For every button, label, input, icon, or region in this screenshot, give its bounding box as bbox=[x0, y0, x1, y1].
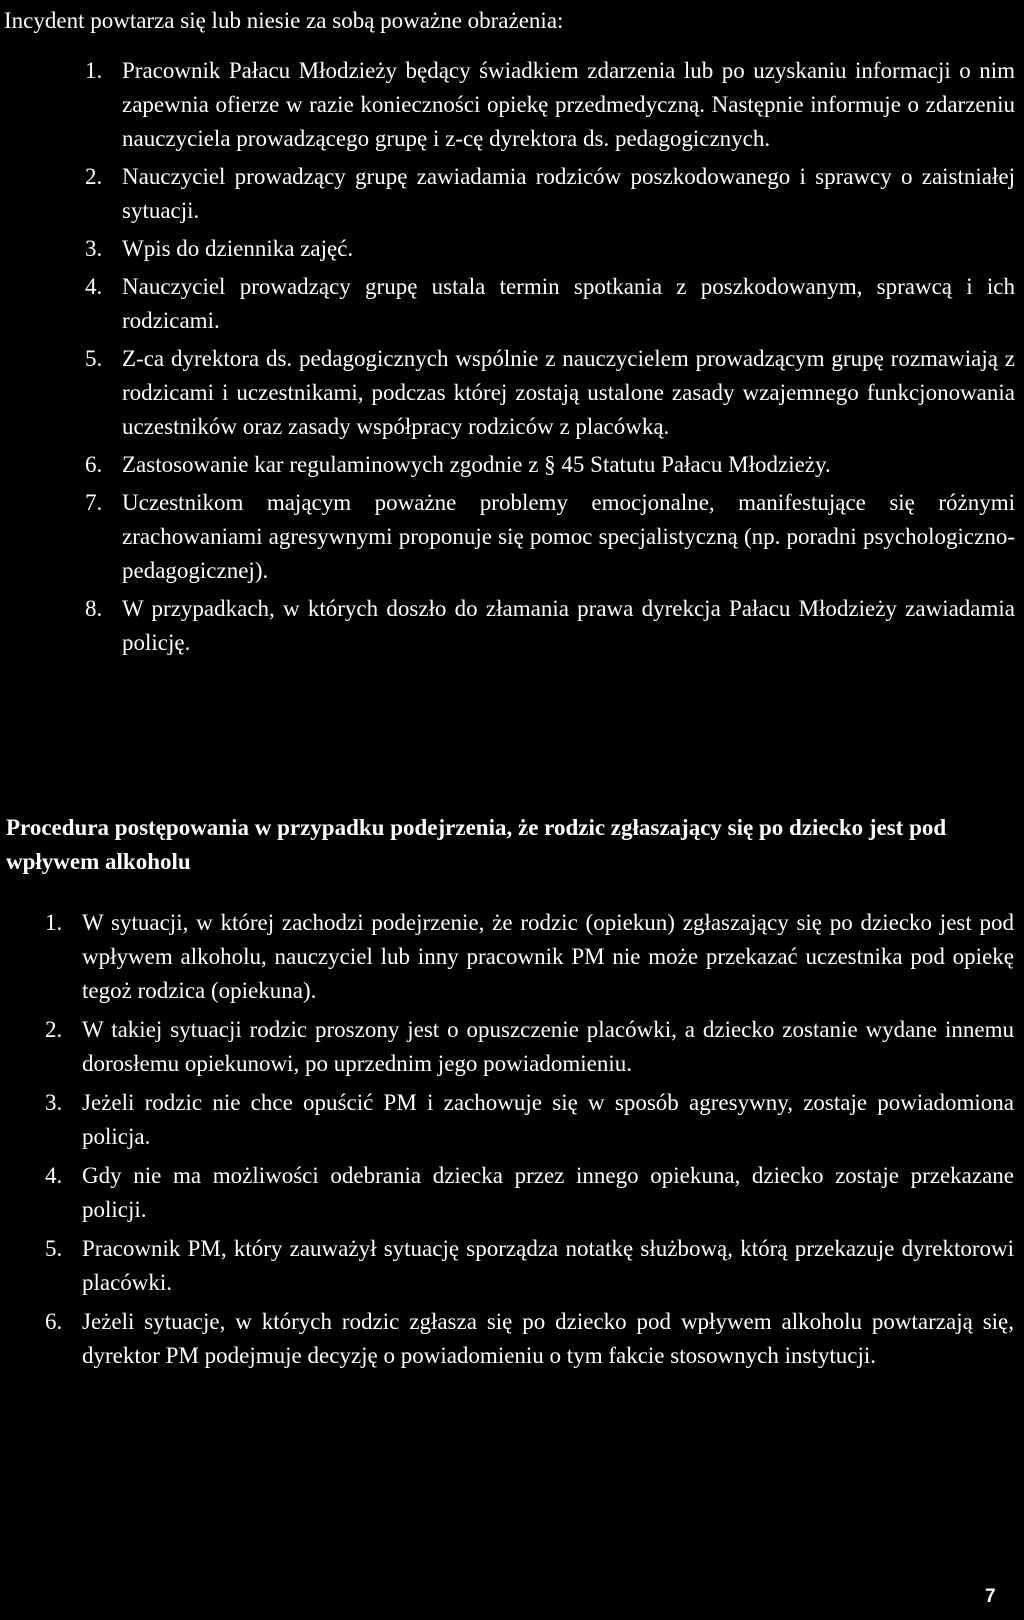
intro-text: Incydent powtarza się lub niesie za sobą poważne obrażenia: bbox=[4, 8, 564, 33]
list-item-text: Gdy nie ma możliwości odebrania dziecka przez innego opiekuna, dziecko zostaje przekazane policji. bbox=[82, 1163, 1014, 1222]
list-item-number: 8. bbox=[85, 596, 103, 621]
list-item-number: 3. bbox=[45, 1090, 63, 1115]
list-item bbox=[45, 1086, 1014, 1154]
list-item bbox=[85, 448, 1015, 482]
list-item-number: 7. bbox=[85, 490, 103, 515]
incident-procedure-list bbox=[85, 54, 1015, 664]
list-item-number: 5. bbox=[45, 1236, 63, 1261]
list-item-text: Zastosowanie kar regulaminowych zgodnie z § 45 Statutu Pałacu Młodzieży. bbox=[122, 452, 831, 477]
list-item-text: Uczestnikom mającym poważne problemy emocjonalne, manifestujące się różnymi zrachowaniami agresywnymi proponuje się pomoc specjalistyczną (np. poradni psychologiczno-pedagogicznej). bbox=[122, 490, 1015, 583]
list-item-number: 4. bbox=[45, 1163, 63, 1188]
list-item-number: 1. bbox=[85, 58, 103, 83]
list-item-number: 5. bbox=[85, 346, 103, 371]
list-item bbox=[85, 54, 1015, 156]
list-item-text: Pracownik Pałacu Młodzieży będący świadkiem zdarzenia lub po uzyskaniu informacji o nim zapewnia ofierze w razie konieczności opiekę przedmedyczną. Następnie informuje o zdarzeniu nauczyciela prowadzącego grupę i z-cę dyrektora ds. pedagogicznych. bbox=[122, 58, 1015, 151]
list-item-text: Jeżeli sytuacje, w których rodzic zgłasza się po dziecko pod wpływem alkoholu powtarzają się, dyrektor PM podejmuje decyzję o powiadomieniu o tym fakcie stosownych instytucji. bbox=[82, 1309, 1014, 1368]
list-item-text: Wpis do dziennika zajęć. bbox=[122, 236, 354, 261]
list-item bbox=[45, 1232, 1014, 1300]
list-item bbox=[85, 232, 1015, 266]
list-item bbox=[45, 1013, 1014, 1081]
list-item bbox=[85, 342, 1015, 444]
list-item-number: 6. bbox=[85, 452, 103, 477]
list-item-number: 2. bbox=[85, 164, 103, 189]
list-item-text: Z-ca dyrektora ds. pedagogicznych wspólnie z nauczycielem prowadzącym grupę rozmawiają z rodzicami i uczestnikami, podczas której zostają ustalone zasady wzajemnego funkcjonowania uczestników oraz zasady współpracy rodziców z placówką. bbox=[122, 346, 1015, 439]
list-item bbox=[85, 486, 1015, 588]
list-item bbox=[45, 906, 1014, 1008]
list-item-number: 1. bbox=[45, 910, 63, 935]
list-item-text: Jeżeli rodzic nie chce opuścić PM i zachowuje się w sposób agresywny, zostaje powiadomiona policja. bbox=[82, 1090, 1014, 1149]
list-item-number: 4. bbox=[85, 274, 103, 299]
list-item-text: Pracownik PM, który zauważył sytuację sporządza notatkę służbową, którą przekazuje dyrektorowi placówki. bbox=[82, 1236, 1014, 1295]
list-item-text: Nauczyciel prowadzący grupę ustala termin spotkania z poszkodowanym, sprawcą i ich rodzicami. bbox=[122, 274, 1015, 333]
list-item-number: 6. bbox=[45, 1309, 63, 1334]
list-item bbox=[85, 160, 1015, 228]
list-item bbox=[45, 1159, 1014, 1227]
section-title: Procedura postępowania w przypadku podejrzenia, że rodzic zgłaszający się po dziecko jest pod wpływem alkoholu bbox=[6, 815, 947, 874]
list-item-number: 3. bbox=[85, 236, 103, 261]
alcohol-procedure-list bbox=[45, 906, 1014, 1378]
list-item bbox=[85, 592, 1015, 660]
list-item-text: W takiej sytuacji rodzic proszony jest o opuszczenie placówki, a dziecko zostanie wydane innemu dorosłemu opiekunowi, po uprzednim jego powiadomieniu. bbox=[82, 1017, 1014, 1076]
list-item bbox=[45, 1305, 1014, 1373]
page-number: 7 bbox=[985, 1586, 996, 1607]
list-item-text: W przypadkach, w których doszło do złamania prawa dyrekcja Pałacu Młodzieży zawiadamia policję. bbox=[122, 596, 1015, 655]
list-item-number: 2. bbox=[45, 1017, 63, 1042]
list-item-text: W sytuacji, w której zachodzi podejrzenie, że rodzic (opiekun) zgłaszający się po dziecko jest pod wpływem alkoholu, nauczyciel lub inny pracownik PM nie może przekazać uczestnika pod opiekę tegoż rodzica (opiekuna). bbox=[82, 910, 1014, 1003]
list-item bbox=[85, 270, 1015, 338]
list-item-text: Nauczyciel prowadzący grupę zawiadamia rodziców poszkodowanego i sprawcy o zaistniałej sytuacji. bbox=[122, 164, 1015, 223]
